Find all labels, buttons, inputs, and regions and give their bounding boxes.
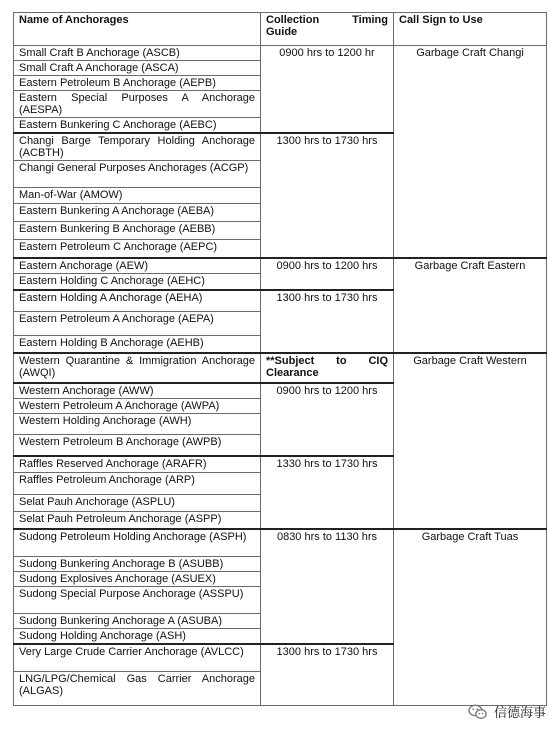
call-sign-cell: Garbage Craft Tuas (394, 529, 547, 706)
anchorage-name: Changi General Purposes Anchorages (ACGP) (14, 161, 261, 188)
table-row (14, 353, 547, 383)
header-call-sign: Call Sign to Use (394, 13, 547, 46)
timing-cell: 0900 hrs to 1200 hr (261, 46, 394, 134)
timing-cell: 0900 hrs to 1200 hrs (261, 258, 394, 291)
anchorage-name: Sudong Bunkering Anchorage B (ASUBB) (14, 557, 261, 572)
anchorage-name: Eastern Petroleum B Anchorage (AEPB) (14, 76, 261, 91)
anchorage-name: Eastern Anchorage (AEW) (14, 258, 261, 274)
table-header-row (14, 13, 547, 46)
anchorage-name: Western Petroleum B Anchorage (AWPB) (14, 435, 261, 456)
anchorage-name: Western Anchorage (AWW) (14, 383, 261, 399)
timing-cell: 1300 hrs to 1730 hrs (261, 644, 394, 705)
anchorage-name: Selat Pauh Petroleum Anchorage (ASPP) (14, 512, 261, 529)
wechat-icon (468, 704, 488, 720)
anchorage-name: Eastern Bunkering C Anchorage (AEBC) (14, 118, 261, 134)
header-name: Name of Anchorages (14, 13, 261, 46)
anchorage-name: Sudong Bunkering Anchorage A (ASUBA) (14, 614, 261, 629)
anchorage-name: Very Large Crude Carrier Anchorage (AVLCC) (14, 644, 261, 671)
anchorage-name: Eastern Special Purposes A Anchorage (AESPA) (14, 91, 261, 118)
anchorage-name: Eastern Bunkering A Anchorage (AEBA) (14, 204, 261, 222)
anchorage-name: Eastern Holding C Anchorage (AEHC) (14, 273, 261, 290)
anchorage-table (13, 12, 547, 706)
timing-cell: 0900 hrs to 1200 hrs (261, 383, 394, 456)
call-sign-cell: Garbage Craft Western (394, 353, 547, 529)
anchorage-name: Raffles Petroleum Anchorage (ARP) (14, 473, 261, 495)
anchorage-name: Eastern Holding A Anchorage (AEHA) (14, 290, 261, 311)
timing-cell: 1300 hrs to 1730 hrs (261, 133, 394, 258)
table-row (14, 258, 547, 274)
anchorage-name: Western Holding Anchorage (AWH) (14, 414, 261, 435)
anchorage-name: Eastern Holding B Anchorage (AEHB) (14, 335, 261, 353)
anchorage-name: Sudong Explosives Anchorage (ASUEX) (14, 572, 261, 587)
anchorage-name: Man-of-War (AMOW) (14, 188, 261, 204)
timing-cell: 1330 hrs to 1730 hrs (261, 456, 394, 529)
anchorage-name: Selat Pauh Anchorage (ASPLU) (14, 495, 261, 512)
table-row (14, 46, 547, 61)
anchorage-name: Changi Barge Temporary Holding Anchorage (ACBTH) (14, 133, 261, 161)
anchorage-name: Small Craft A Anchorage (ASCA) (14, 61, 261, 76)
anchorage-name: Sudong Special Purpose Anchorage (ASSPU) (14, 587, 261, 614)
anchorage-name: Sudong Petroleum Holding Anchorage (ASPH) (14, 529, 261, 557)
anchorage-name: Eastern Bunkering B Anchorage (AEBB) (14, 222, 261, 240)
anchorage-name: LNG/LPG/Chemical Gas Carrier Anchorage (ALGAS) (14, 671, 261, 705)
timing-cell: 1300 hrs to 1730 hrs (261, 290, 394, 353)
watermark (468, 702, 546, 721)
anchorage-name: Western Quarantine & Immigration Anchorage (AWQI) (14, 353, 261, 383)
table-row (14, 529, 547, 557)
timing-cell: **Subject to CIQ Clearance (261, 353, 394, 383)
anchorage-name: Raffles Reserved Anchorage (ARAFR) (14, 456, 261, 473)
timing-cell: 0830 hrs to 1130 hrs (261, 529, 394, 645)
anchorage-name: Sudong Holding Anchorage (ASH) (14, 629, 261, 645)
anchorage-name: Eastern Petroleum C Anchorage (AEPC) (14, 240, 261, 258)
anchorage-name: Eastern Petroleum A Anchorage (AEPA) (14, 311, 261, 335)
header-timing: Collection Timing Guide (261, 13, 394, 46)
watermark-text: 信德海事 (493, 705, 546, 720)
anchorage-name: Western Petroleum A Anchorage (AWPA) (14, 399, 261, 414)
call-sign-cell: Garbage Craft Eastern (394, 258, 547, 354)
anchorage-name: Small Craft B Anchorage (ASCB) (14, 46, 261, 61)
call-sign-cell: Garbage Craft Changi (394, 46, 547, 258)
